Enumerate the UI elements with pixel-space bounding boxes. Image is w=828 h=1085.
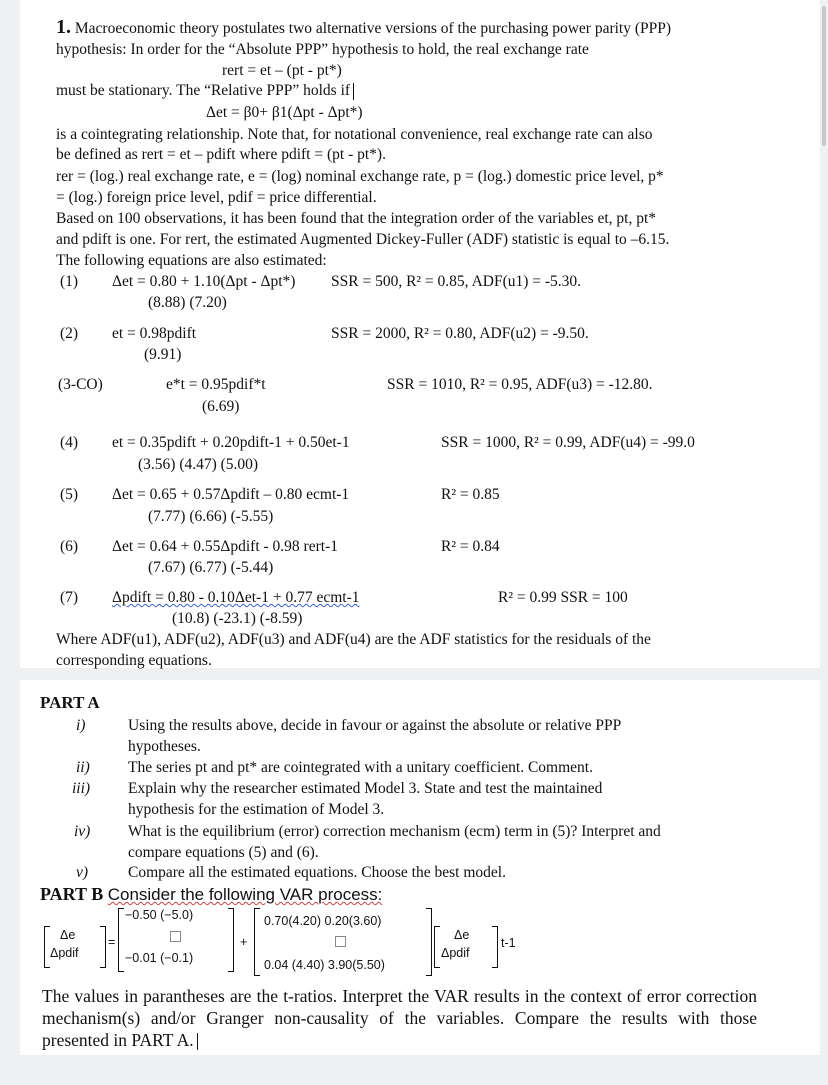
eq2-body: et = 0.98pdift [112,325,197,342]
eq6-tstats: (7.67) (6.77) (-5.44) [148,559,274,576]
intro-line-9: and pdift is one. For rert, the estimated Augmented Dickey-Fuller (ADF) statistic is equal to –6.15. [56,231,670,248]
part-a-item-2-num: ii) [76,759,90,776]
part-a-item-5-line-1: Compare all the estimated equations. Choose the best model. [128,864,506,881]
text-cursor [353,83,354,100]
eq1-body: Δet = 0.80 + 1.10(Δpt - Δpt*) [112,273,296,290]
part-a-item-1-line-1: Using the results above, decide in favour or against the absolute or relative PPP [128,717,622,734]
coef-bottom: 0.04 (4.40) 3.90(5.50) [264,958,385,972]
intro-line-2: hypothesis: In order for the “Absolute PPP” hypothesis to hold, the real exchange rate [56,41,589,58]
eq1-stats: SSR = 500, R² = 0.85, ADF(u1) = -5.30. [331,273,582,290]
eq2-tstats: (9.91) [144,346,182,363]
plus-sign: + [240,935,248,949]
lhs-bracket-right [100,926,106,968]
eq-real-exchange-rate: rert = et – (pt - pt*) [222,62,342,79]
part-b-title: PART B [40,884,104,904]
lhs-bottom: Δpdif [50,946,79,960]
eq2-label: (2) [60,325,79,342]
eq7-tstats: (10.8) (-23.1) (-8.59) [172,610,303,627]
const-bracket-left [118,908,124,972]
eq1-label: (1) [60,273,79,290]
scrollbar[interactable] [822,6,826,146]
eq4-tstats: (3.56) (4.47) (5.00) [138,456,259,473]
part-a-item-4-line-1: What is the equilibrium (error) correction mechanism (ecm) term in (5)? Interpret and [128,823,661,840]
intro-line-7: = (log.) foreign price level, pdif = price differential. [56,189,377,206]
where-line-1: Where ADF(u1), ADF(u2), ADF(u3) and ADF(u4) are the ADF statistics for the residuals of the [56,631,651,648]
part-a-item-1-line-2: hypotheses. [128,738,201,755]
eq5-tstats: (7.77) (6.66) (-5.55) [148,508,274,525]
coef-bracket-left [254,908,260,976]
intro-line-10: The following equations are also estimated: [56,252,327,269]
part-a-item-3-line-1: Explain why the researcher estimated Model 3. State and test the maintained [128,780,603,797]
eq6-stats: R² = 0.84 [441,538,500,555]
eq3-stats: SSR = 1010, R² = 0.95, ADF(u3) = -12.80. [387,376,653,393]
eq5-stats: R² = 0.85 [441,486,500,503]
part-a-item-3-num: iii) [72,780,91,797]
intro-line-8: Based on 100 observations, it has been found that the integration order of the variables et, pt, pt* [56,210,657,227]
const-top: −0.50 (−5.0) [125,908,194,922]
lhs-top: Δe [60,928,76,942]
eq3-tstats: (6.69) [202,398,240,415]
eq5-label: (5) [60,486,79,503]
intro-line-1: 1. Macroeconomic theory postulates two alternative versions of the purchasing power parity (PPP) [56,16,672,38]
eq3-label: (3-CO) [58,376,103,393]
eq7-stats: R² = 0.99 SSR = 100 [498,589,628,606]
part-a-item-3-line-2: hypothesis for the estimation of Model 3. [128,801,385,818]
eq4-label: (4) [60,434,79,451]
rhs-bracket-right [492,926,498,968]
eq2-stats: SSR = 2000, R² = 0.80, ADF(u2) = -9.50. [331,325,589,342]
eq-relative-ppp: Δet = β0+ β1(Δpt - Δpt*) [206,104,363,121]
part-a-item-2-line-1: The series pt and pt* are cointegrated with a unitary coefficient. Comment. [128,759,593,776]
eq5-body: Δet = 0.65 + 0.57Δpdift – 0.80 ecmt-1 [112,486,350,503]
where-line-2: corresponding equations. [56,652,212,669]
part-b-paragraph: The values in parantheses are the t-ratios. Interpret the VAR results in the context of error correction mechanism(s) and/or Granger non-causality of the variables. Compare the results with those presented in PART A. [42,986,757,1050]
rhs-bottom: Δpdif [441,946,470,960]
part-a-item-5-num: v) [76,864,89,881]
eq7-label: (7) [60,589,79,606]
eq3-body: e*t = 0.95pdif*t [166,376,266,393]
coef-bracket-right [426,908,432,976]
question-number: 1. [56,16,71,38]
part-b-intro: Consider the following VAR process: [107,885,383,904]
eq7-body: Δpdift = 0.80 - 0.10Δet-1 + 0.77 ecmt-1 [112,589,360,606]
const-bottom: −0.01 (−0.1) [125,951,194,965]
eq4-stats: SSR = 1000, R² = 0.99, ADF(u4) = -99.0 [441,434,695,451]
lag-subscript: t-1 [501,936,516,950]
equals-sign: = [108,935,116,949]
placeholder-box-2 [335,936,346,947]
part-a-item-4-line-2: compare equations (5) and (6). [128,844,319,861]
rhs-top: Δe [454,928,470,942]
intro-line-6: rer = (log.) real exchange rate, e = (log) nominal exchange rate, p = (log.) domestic price level, p* [56,168,664,185]
coef-top: 0.70(4.20) 0.20(3.60) [264,914,382,928]
text-cursor-2 [197,1033,198,1050]
part-b-heading [40,885,382,904]
const-bracket-right [228,908,234,972]
eq1-tstats: (8.88) (7.20) [148,294,227,311]
part-a-title: PART A [40,693,100,712]
eq6-body: Δet = 0.64 + 0.55Δpdift - 0.98 rert-1 [112,538,338,555]
rhs-bracket-left [434,926,440,968]
eq6-label: (6) [60,538,79,555]
eq4-body: et = 0.35pdift + 0.20pdift-1 + 0.50et-1 [112,434,350,451]
placeholder-box-1 [170,931,181,942]
part-a-item-4-num: iv) [74,823,91,840]
intro-line-3: must be stationary. The “Relative PPP” holds if [56,82,354,100]
intro-line-4: is a cointegrating relationship. Note that, for notational convenience, real exchange rate can also [56,126,653,143]
part-a-item-1-num: i) [76,717,86,734]
intro-line-5: be defined as rert = et – pdift where pdift = (pt - pt*). [56,146,386,163]
